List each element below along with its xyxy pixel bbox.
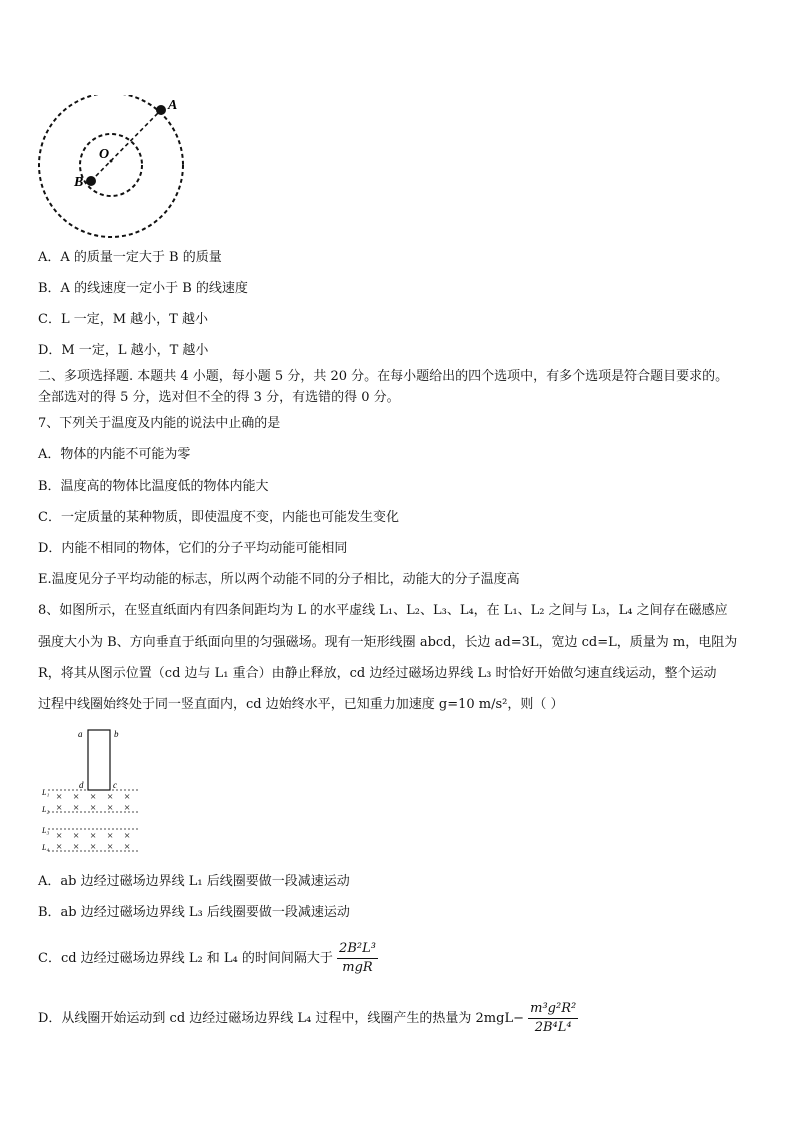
svg-text:×: × — [90, 830, 97, 842]
q8-stem-line1: 8、如图所示，在竖直纸面内有四条间距均为 L 的水平虚线 L₁、L₂、L₃、L₄，在 L₁、L₂ 之间与 L₃，L₄ 之间存在磁感应 — [38, 603, 728, 618]
q8-stem-line4: 过程中线圈始终处于同一竖直面内，cd 边始终水平，已知重力加速度 g=10 m/s²，则（ ） — [38, 697, 564, 712]
svg-text:×: × — [107, 802, 114, 814]
q8-option-d-text: D．从线圈开始运动到 cd 边经过磁场边界线 L₄ 过程中，线圈产生的热量为 2mgL− — [38, 1011, 524, 1026]
star-b-dot — [86, 176, 96, 186]
q8-option-d — [38, 1000, 578, 1037]
q8-option-c-text: C．cd 边经过磁场边界线 L₂ 和 L₄ 的时间间隔大于 — [38, 951, 333, 966]
fraction-numerator: m³g²R² — [528, 1000, 578, 1019]
q6-option-b: B．A 的线速度一定小于 B 的线速度 — [38, 281, 248, 296]
boundary-label-l1: L₁ — [42, 788, 50, 797]
svg-text:×: × — [73, 802, 80, 814]
q6-option-c: C．L 一定，M 越小，T 越小 — [38, 312, 208, 327]
svg-text:×: × — [90, 791, 97, 803]
coil-label-a: a — [78, 729, 83, 739]
center-o-dot — [110, 160, 113, 163]
svg-text:×: × — [73, 841, 80, 853]
q7-option-e: E.温度见分子平均动能的标志，所以两个动能不同的分子相比，动能大的分子温度高 — [38, 572, 520, 587]
coil-label-b: b — [114, 729, 119, 739]
q8-option-c-fraction — [337, 940, 378, 977]
svg-text:×: × — [124, 841, 131, 853]
boundary-label-l3: L₃ — [42, 826, 50, 835]
q7-option-b: B．温度高的物体比温度低的物体内能大 — [38, 479, 269, 494]
fraction-denominator: mgR — [342, 960, 373, 975]
svg-text:×: × — [56, 791, 63, 803]
q8-option-d-fraction — [528, 1000, 578, 1037]
q6-option-a: A．A 的质量一定大于 B 的质量 — [38, 250, 222, 265]
section2-line1: 二、多项选择题. 本题共 4 小题，每小题 5 分，共 20 分。在每小题给出的四个选项中，有多个选项是符合题目要求的。 — [38, 369, 729, 384]
label-o: O — [99, 147, 110, 162]
inner-orbit — [80, 134, 142, 196]
boundary-label-l2: L₂ — [42, 805, 50, 814]
boundary-label-l4: L₄ — [42, 843, 50, 852]
fraction-numerator: 2B²L³ — [337, 940, 378, 959]
fraction-denominator: 2B⁴L⁴ — [534, 1020, 572, 1035]
svg-text:×: × — [73, 830, 80, 842]
q7-option-c: C．一定质量的某种物质，即使温度不变，内能也可能发生变化 — [38, 510, 399, 525]
star-a-dot — [156, 105, 166, 115]
coil-label-d: d — [79, 780, 84, 790]
lower-field-crosses — [56, 830, 130, 853]
q7-option-d: D．内能不相同的物体，它们的分子平均动能可能相同 — [38, 541, 348, 556]
svg-text:×: × — [107, 841, 114, 853]
svg-text:×: × — [56, 802, 63, 814]
coil-rectangle — [88, 730, 110, 790]
q7-option-a: A．物体的内能不可能为零 — [38, 447, 191, 462]
orbit-diagram — [35, 95, 195, 240]
q8-option-b: B．ab 边经过磁场边界线 L₃ 后线圈要做一段减速运动 — [38, 905, 350, 920]
q8-stem-line2: 强度大小为 B、方向垂直于纸面向里的匀强磁场。现有一矩形线圈 abcd，长边 ad=3L，宽边 cd=L，质量为 m，电阻为 — [38, 635, 738, 650]
coil-label-c: c — [113, 780, 117, 790]
svg-text:×: × — [124, 791, 131, 803]
svg-text:×: × — [107, 830, 114, 842]
q8-stem-line3: R，将其从图示位置（cd 边与 L₁ 重合）由静止释放，cd 边经过磁场边界线 L₃ 时恰好开始做匀速直线运动，整个运动 — [38, 666, 717, 681]
svg-text:×: × — [56, 841, 63, 853]
svg-text:×: × — [90, 802, 97, 814]
section2-line2: 全部选对的得 5 分，选对但不全的得 3 分，有选错的得 0 分。 — [38, 390, 400, 405]
svg-text:×: × — [107, 791, 114, 803]
q8-option-c — [38, 940, 378, 977]
q7-stem: 7、下列关于温度及内能的说法中止确的是 — [38, 416, 281, 431]
svg-text:×: × — [73, 791, 80, 803]
svg-text:×: × — [90, 841, 97, 853]
q6-option-d: D．M 一定，L 越小，T 越小 — [38, 343, 209, 358]
label-a: A — [168, 98, 178, 113]
svg-text:×: × — [124, 830, 131, 842]
upper-field-crosses — [56, 791, 130, 814]
label-b: B — [74, 175, 84, 190]
coil-field-diagram — [38, 722, 148, 857]
connecting-line — [91, 110, 161, 181]
q8-option-a: A．ab 边经过磁场边界线 L₁ 后线圈要做一段减速运动 — [38, 874, 350, 889]
outer-orbit — [39, 95, 183, 237]
svg-text:×: × — [124, 802, 131, 814]
svg-text:×: × — [56, 830, 63, 842]
